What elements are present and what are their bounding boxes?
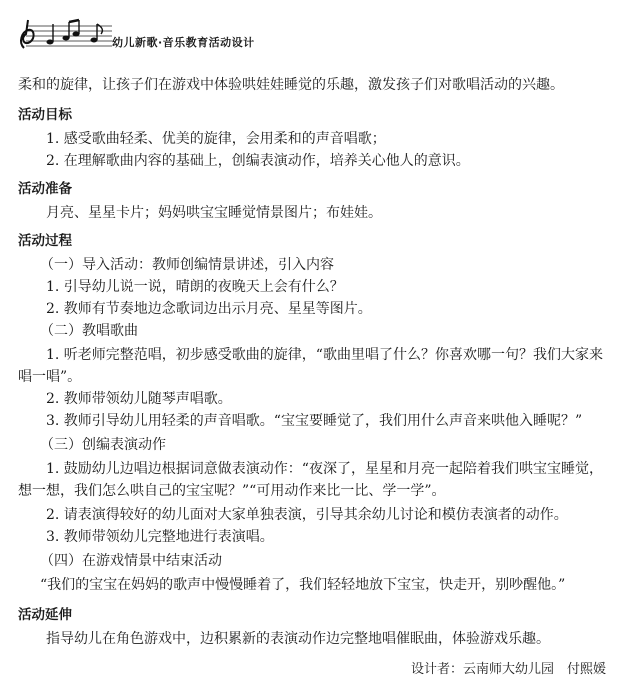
body-line: 1. 听老师完整范唱，初步感受歌曲的旋律，“歌曲里唱了什么？你喜欢哪一句？我们大家来 (46, 347, 603, 363)
body-line: 1. 引导幼儿说一说，晴朗的夜晚天上会有什么？ (46, 279, 344, 295)
body-line: 想一想，我们怎么哄自己的宝宝呢？”“可用动作来比一比、学一学”。 (18, 483, 446, 499)
body-line: 2. 教师带领幼儿随琴声唱歌。 (46, 391, 232, 407)
subsection-title: （一）导入活动：教师创编情景讲述，引入内容 (40, 257, 334, 273)
music-staff-icon (16, 18, 116, 54)
body-line: 2. 教师有节奏地边念歌词边出示月亮、星星等图片。 (46, 301, 372, 317)
body-line: 1. 感受歌曲轻柔、优美的旋律，会用柔和的声音唱歌； (46, 131, 386, 147)
section-heading-extension: 活动延伸 (18, 607, 72, 623)
section-heading-process: 活动过程 (18, 233, 72, 249)
body-line: 柔和的旋律，让孩子们在游戏中体验哄娃娃睡觉的乐趣，激发孩子们对歌唱活动的兴趣。 (18, 77, 564, 93)
subsection-title: （四）在游戏情景中结束活动 (40, 553, 222, 569)
body-line: 月亮、星星卡片；妈妈哄宝宝睡觉情景图片；布娃娃。 (46, 205, 382, 221)
designer-signature: 设计者：云南师大幼儿园 付熙媛 (410, 662, 606, 677)
subsection-title: （三）创编表演动作 (40, 437, 166, 453)
page-header (16, 18, 296, 54)
body-line: 唱一唱”。 (18, 369, 82, 385)
section-heading-preparation: 活动准备 (18, 181, 72, 197)
body-line: 3. 教师带领幼儿完整地进行表演唱。 (46, 529, 274, 545)
body-line: 3. 教师引导幼儿用轻柔的声音唱歌。“宝宝要睡觉了，我们用什么声音来哄他入睡呢？” (46, 413, 583, 429)
body-line: “我们的宝宝在妈妈的歌声中慢慢睡着了，我们轻轻地放下宝宝，快走开，别吵醒他。” (40, 577, 566, 593)
body-line: 2. 请表演得较好的幼儿面对大家单独表演，引导其余幼儿讨论和模仿表演者的动作。 (46, 507, 568, 523)
body-line: 2. 在理解歌曲内容的基础上，创编表演动作，培养关心他人的意识。 (46, 153, 470, 169)
body-line: 1. 鼓励幼儿边唱边根据词意做表演动作：“夜深了，星星和月亮一起陪着我们哄宝宝睡觉， (46, 461, 603, 477)
header-title: 幼儿新歌·音乐教育活动设计 (112, 36, 255, 49)
subsection-title: （二）教唱歌曲 (40, 323, 138, 339)
body-line: 指导幼儿在角色游戏中，边积累新的表演动作边完整地唱催眠曲，体验游戏乐趣。 (46, 631, 550, 647)
section-heading-goals: 活动目标 (18, 107, 72, 123)
